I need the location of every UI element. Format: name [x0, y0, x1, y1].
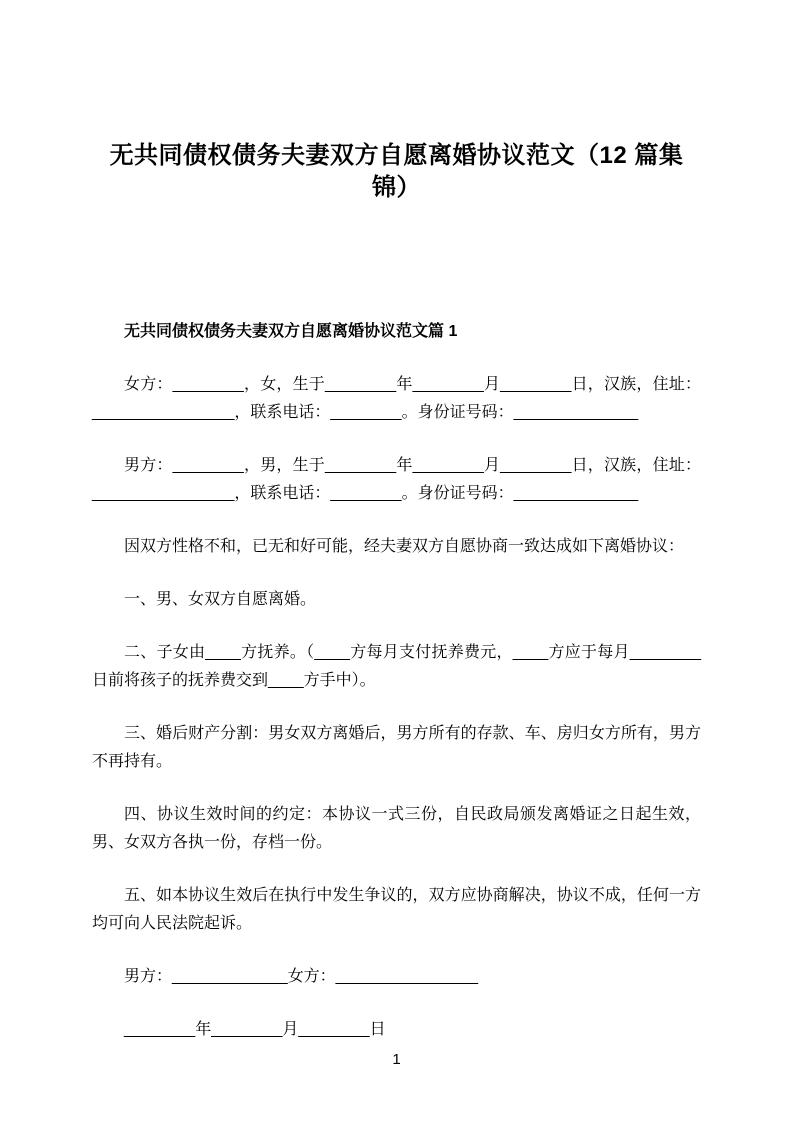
clause-5-paragraph: 五、如本协议生效后在执行中发生争议的，双方应协商解决，协议不成，任何一方均可向人民法院起诉。 [92, 887, 701, 932]
party-woman-paragraph: 女方：________，女，生于________年________月________日，汉族，住址：________________，联系电话：________。身份证号码：______________ [92, 376, 701, 421]
clause-1-paragraph: 一、男、女双方自愿离婚。 [124, 591, 317, 608]
page-number: 1 [392, 1051, 401, 1068]
preamble-paragraph: 因双方性格不和，已无和好可能，经夫妻双方自愿协商一致达成如下离婚协议： [124, 538, 685, 555]
clause-3-paragraph: 三、婚后财产分割：男女双方离婚后，男方所有的存款、车、房归女方所有，男方不再持有。 [92, 725, 701, 770]
document-title: 无共同债权债务夫妻双方自愿离婚协议范文（12 篇集锦） [109, 142, 684, 201]
signature-line: 男方：_____________女方：________________ [124, 968, 479, 985]
section-heading: 无共同债权债务夫妻双方自愿离婚协议范文篇 1 [124, 323, 458, 340]
document-content [92, 0, 701, 1044]
date-line: ________年________月________日 [124, 1021, 386, 1038]
clause-2-paragraph: 二、子女由____方抚养。（____方每月支付抚养费元，____方应于每月________日前将孩子的抚养费交到____方手中）。 [92, 644, 701, 689]
clause-4-paragraph: 四、协议生效时间的约定：本协议一式三份，自民政局颁发离婚证之日起生效，男、女双方各执一份，存档一份。 [92, 806, 701, 851]
party-man-paragraph: 男方：________，男，生于________年________月________日，汉族，住址：________________，联系电话：________。身份证号码：______________ [92, 457, 701, 502]
